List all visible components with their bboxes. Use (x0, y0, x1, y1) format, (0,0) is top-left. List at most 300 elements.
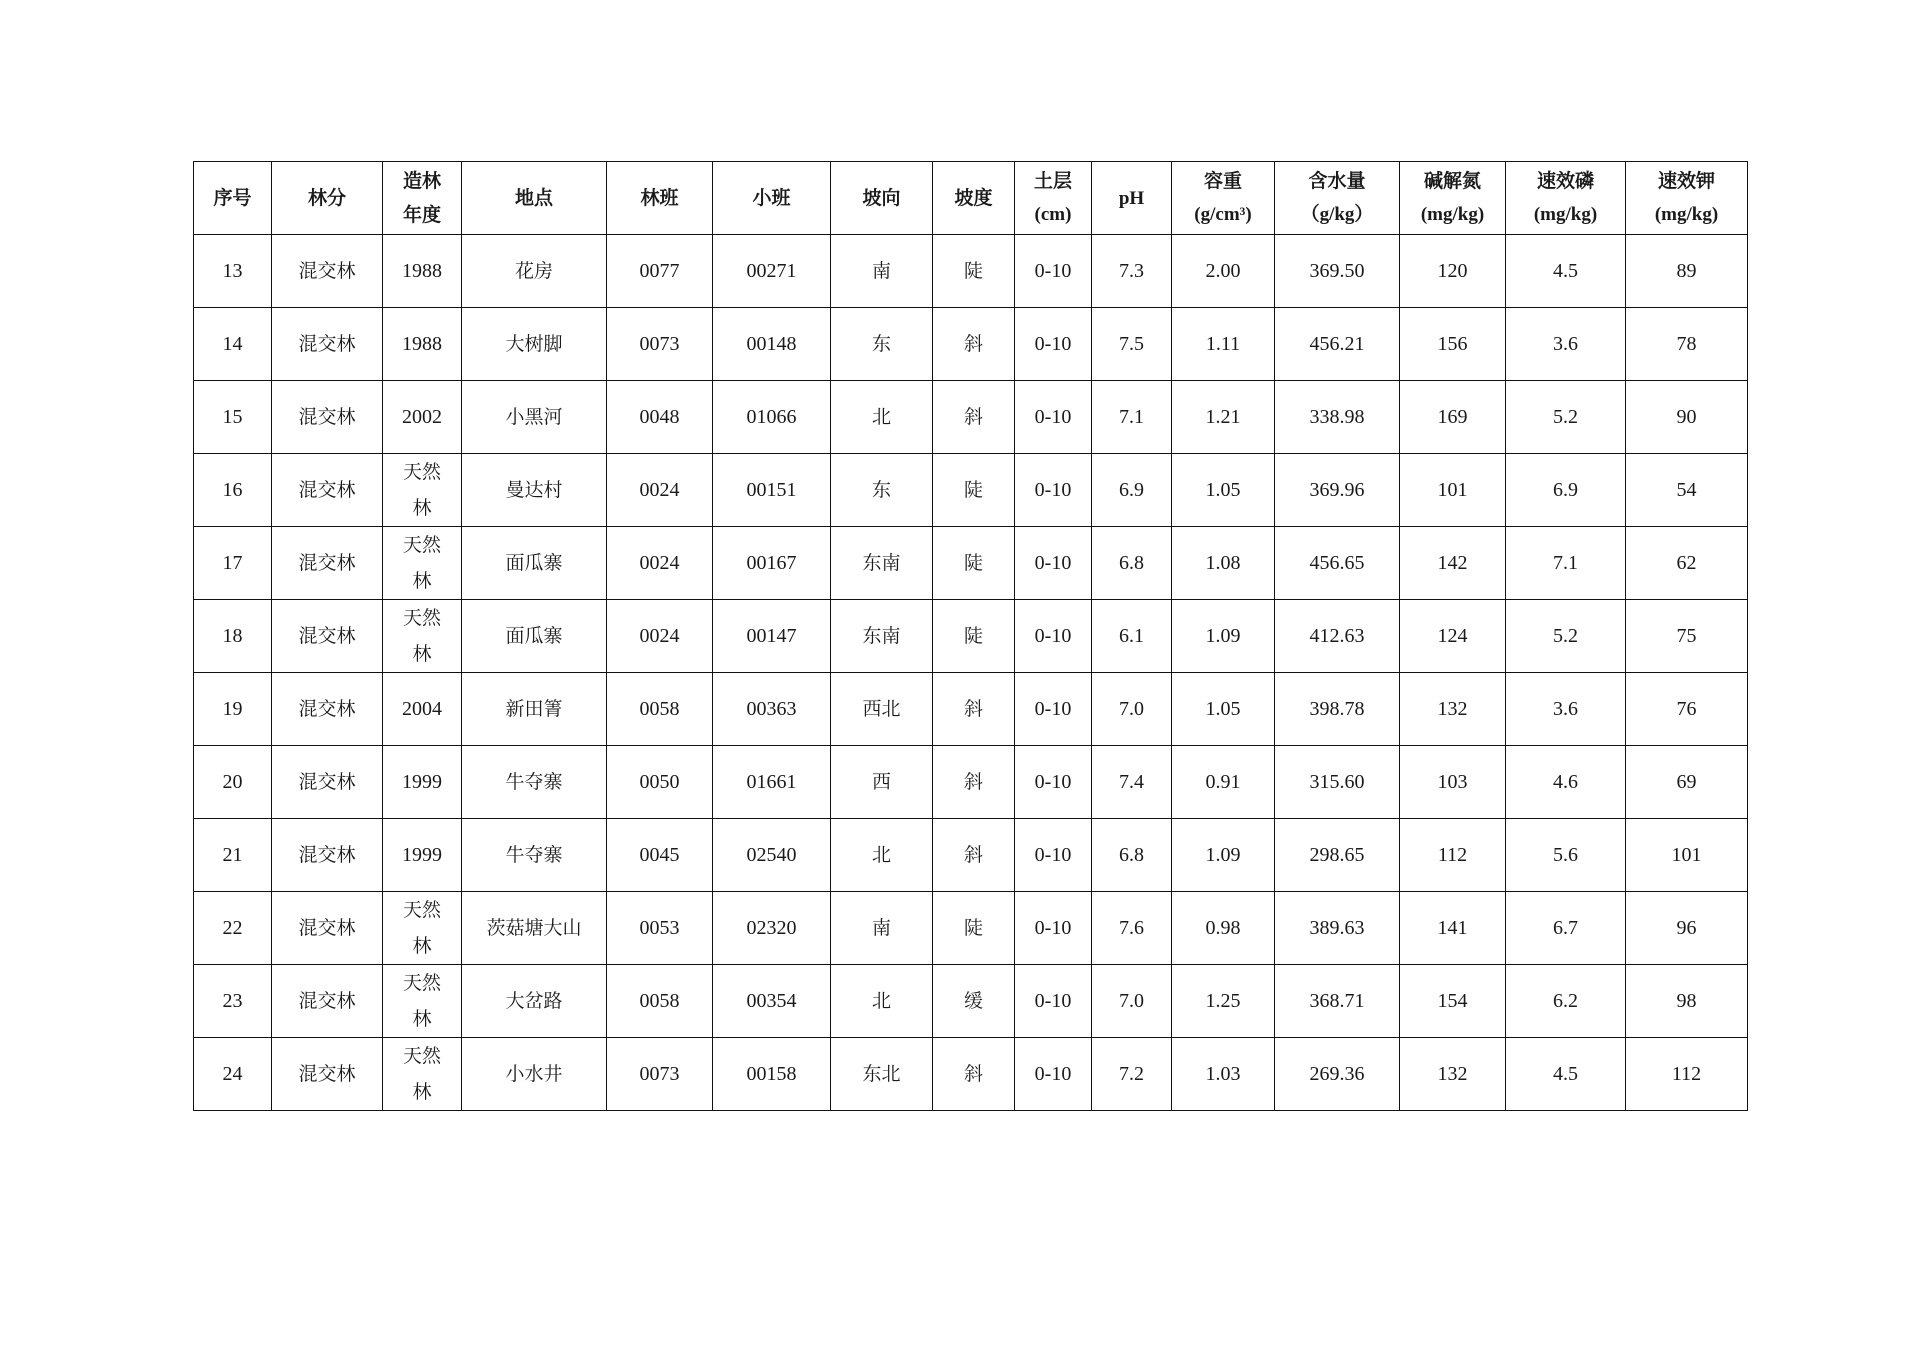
cell-slope (933, 381, 1015, 454)
cell-bulk-density-text: 1.25 (1205, 990, 1241, 1012)
cell-planting-year-text: 天然林 (402, 607, 441, 665)
cell-planting-year (383, 454, 462, 527)
header-cell-index: 序号 (194, 162, 272, 235)
cell-soil-depth-text: 0-10 (1034, 990, 1072, 1012)
cell-aspect-text: 南 (871, 260, 891, 282)
cell-available-k (1626, 819, 1748, 892)
cell-aspect-text: 南 (871, 917, 891, 939)
cell-compartment-text: 0024 (639, 625, 680, 647)
cell-stand-text: 混交林 (298, 406, 356, 428)
cell-subcompartment-text: 00354 (746, 990, 797, 1012)
cell-compartment-text: 0073 (639, 333, 680, 355)
cell-available-k-text: 98 (1676, 990, 1697, 1012)
cell-aspect (831, 454, 933, 527)
cell-available-p (1506, 454, 1626, 527)
soil-nutrient-table (193, 161, 1748, 1111)
cell-stand (272, 454, 383, 527)
cell-alkali-n (1400, 235, 1506, 308)
cell-location-text: 茨菇塘大山 (486, 917, 582, 939)
cell-available-k (1626, 965, 1748, 1038)
cell-aspect-text: 北 (871, 844, 891, 866)
cell-water-content (1275, 1038, 1400, 1111)
cell-water-content-text: 412.63 (1309, 625, 1365, 647)
cell-stand-text: 混交林 (298, 625, 356, 647)
cell-planting-year (383, 746, 462, 819)
cell-soil-depth (1015, 527, 1092, 600)
cell-index-text: 19 (222, 698, 243, 720)
cell-bulk-density (1172, 673, 1275, 746)
cell-index (194, 600, 272, 673)
cell-stand-text: 混交林 (298, 260, 356, 282)
cell-soil-depth-text: 0-10 (1034, 771, 1072, 793)
cell-bulk-density-text: 1.05 (1205, 698, 1241, 720)
table-row (194, 235, 1748, 308)
cell-alkali-n-text: 101 (1437, 479, 1468, 501)
cell-aspect (831, 892, 933, 965)
table-row (194, 308, 1748, 381)
cell-available-p-text: 6.9 (1553, 479, 1578, 501)
cell-aspect (831, 673, 933, 746)
cell-location (462, 1038, 607, 1111)
cell-bulk-density (1172, 1038, 1275, 1111)
cell-ph (1092, 965, 1172, 1038)
cell-available-p (1506, 673, 1626, 746)
cell-location-text: 面瓜寨 (505, 625, 563, 647)
cell-slope-text: 斜 (963, 771, 983, 793)
cell-location (462, 819, 607, 892)
cell-available-p (1506, 746, 1626, 819)
cell-stand (272, 381, 383, 454)
cell-water-content (1275, 746, 1400, 819)
cell-location-text: 新田箐 (505, 698, 563, 720)
cell-planting-year-text: 天然林 (402, 534, 441, 592)
cell-compartment (607, 600, 713, 673)
cell-subcompartment (713, 527, 831, 600)
cell-aspect (831, 746, 933, 819)
cell-ph (1092, 819, 1172, 892)
cell-soil-depth (1015, 746, 1092, 819)
cell-index-text: 18 (222, 625, 243, 647)
cell-bulk-density (1172, 454, 1275, 527)
cell-ph-text: 7.0 (1119, 990, 1144, 1012)
cell-ph (1092, 454, 1172, 527)
cell-planting-year (383, 819, 462, 892)
cell-available-k-text: 75 (1676, 625, 1697, 647)
cell-subcompartment-text: 01066 (746, 406, 797, 428)
cell-soil-depth-text: 0-10 (1034, 333, 1072, 355)
cell-planting-year (383, 381, 462, 454)
cell-available-p-text: 3.6 (1553, 333, 1578, 355)
table-row (194, 527, 1748, 600)
cell-compartment-text: 0045 (639, 844, 680, 866)
cell-available-p (1506, 892, 1626, 965)
cell-stand (272, 746, 383, 819)
cell-planting-year (383, 673, 462, 746)
cell-available-k-text: 78 (1676, 333, 1697, 355)
cell-stand-text: 混交林 (298, 333, 356, 355)
cell-bulk-density (1172, 235, 1275, 308)
header-cell-alkali-n: 碱解氮 (mg/kg) (1400, 162, 1506, 235)
cell-aspect (831, 381, 933, 454)
header-cell-location: 地点 (462, 162, 607, 235)
cell-available-k-text: 90 (1676, 406, 1697, 428)
cell-index (194, 965, 272, 1038)
cell-subcompartment (713, 819, 831, 892)
cell-available-k-text: 62 (1676, 552, 1697, 574)
cell-ph-text: 7.6 (1119, 917, 1144, 939)
cell-aspect (831, 235, 933, 308)
cell-stand-text: 混交林 (298, 479, 356, 501)
cell-index-text: 16 (222, 479, 243, 501)
cell-bulk-density (1172, 600, 1275, 673)
cell-bulk-density (1172, 381, 1275, 454)
cell-stand (272, 673, 383, 746)
cell-slope-text: 陡 (963, 552, 983, 574)
cell-alkali-n (1400, 892, 1506, 965)
cell-planting-year (383, 308, 462, 381)
cell-alkali-n (1400, 308, 1506, 381)
cell-location (462, 965, 607, 1038)
cell-stand-text: 混交林 (298, 552, 356, 574)
cell-available-p-text: 5.2 (1553, 406, 1578, 428)
table-row (194, 600, 1748, 673)
cell-ph-text: 6.1 (1119, 625, 1144, 647)
cell-water-content-text: 389.63 (1309, 917, 1365, 939)
cell-soil-depth (1015, 892, 1092, 965)
cell-water-content (1275, 965, 1400, 1038)
header-cell-aspect: 坡向 (831, 162, 933, 235)
cell-alkali-n (1400, 746, 1506, 819)
cell-subcompartment (713, 673, 831, 746)
header-cell-available-k: 速效钾 (mg/kg) (1626, 162, 1748, 235)
cell-slope-text: 斜 (963, 698, 983, 720)
cell-slope (933, 819, 1015, 892)
cell-planting-year-text: 天然林 (402, 899, 441, 957)
cell-slope (933, 308, 1015, 381)
cell-available-p (1506, 965, 1626, 1038)
cell-subcompartment-text: 00363 (746, 698, 797, 720)
header-cell-slope: 坡度 (933, 162, 1015, 235)
cell-alkali-n-text: 132 (1437, 1063, 1468, 1085)
table-row (194, 819, 1748, 892)
cell-aspect-text: 东南 (862, 552, 901, 574)
cell-bulk-density-text: 1.05 (1205, 479, 1241, 501)
cell-water-content-text: 338.98 (1309, 406, 1365, 428)
cell-planting-year (383, 1038, 462, 1111)
cell-compartment-text: 0077 (639, 260, 680, 282)
cell-slope-text: 缓 (963, 990, 983, 1012)
cell-compartment-text: 0050 (639, 771, 680, 793)
header-cell-available-p: 速效磷 (mg/kg) (1506, 162, 1626, 235)
cell-ph-text: 7.0 (1119, 698, 1144, 720)
cell-alkali-n-text: 132 (1437, 698, 1468, 720)
cell-compartment-text: 0058 (639, 698, 680, 720)
cell-water-content (1275, 819, 1400, 892)
cell-location (462, 527, 607, 600)
cell-bulk-density (1172, 527, 1275, 600)
cell-available-k-text: 69 (1676, 771, 1697, 793)
cell-available-k-text: 101 (1671, 844, 1702, 866)
cell-ph-text: 7.5 (1119, 333, 1144, 355)
cell-location-text: 面瓜寨 (505, 552, 563, 574)
cell-subcompartment-text: 00147 (746, 625, 797, 647)
cell-location-text: 牛夺寨 (505, 844, 563, 866)
cell-compartment-text: 0073 (639, 1063, 680, 1085)
cell-stand (272, 892, 383, 965)
cell-alkali-n-text: 169 (1437, 406, 1468, 428)
cell-stand (272, 819, 383, 892)
cell-aspect-text: 西 (871, 771, 891, 793)
header-cell-compartment: 林班 (607, 162, 713, 235)
cell-ph-text: 7.3 (1119, 260, 1144, 282)
cell-available-p-text: 4.5 (1553, 260, 1578, 282)
cell-location (462, 746, 607, 819)
cell-index-text: 21 (222, 844, 243, 866)
cell-location (462, 308, 607, 381)
cell-alkali-n-text: 124 (1437, 625, 1468, 647)
cell-index (194, 308, 272, 381)
cell-ph (1092, 892, 1172, 965)
cell-soil-depth (1015, 381, 1092, 454)
cell-available-p (1506, 819, 1626, 892)
cell-bulk-density-text: 1.09 (1205, 844, 1241, 866)
cell-ph-text: 6.8 (1119, 552, 1144, 574)
cell-slope-text: 斜 (963, 406, 983, 428)
cell-planting-year (383, 965, 462, 1038)
cell-index-text: 22 (222, 917, 243, 939)
cell-slope (933, 1038, 1015, 1111)
cell-available-p-text: 4.5 (1553, 1063, 1578, 1085)
cell-stand-text: 混交林 (298, 844, 356, 866)
cell-slope-text: 斜 (963, 844, 983, 866)
cell-slope (933, 965, 1015, 1038)
cell-available-k (1626, 673, 1748, 746)
cell-alkali-n (1400, 965, 1506, 1038)
cell-soil-depth (1015, 454, 1092, 527)
cell-ph (1092, 308, 1172, 381)
cell-planting-year-text: 天然林 (402, 461, 441, 519)
cell-soil-depth (1015, 1038, 1092, 1111)
header-cell-water-content: 含水量 （g/kg） (1275, 162, 1400, 235)
cell-compartment (607, 454, 713, 527)
cell-available-k (1626, 600, 1748, 673)
cell-available-k (1626, 381, 1748, 454)
cell-water-content (1275, 527, 1400, 600)
cell-subcompartment (713, 454, 831, 527)
cell-bulk-density-text: 1.08 (1205, 552, 1241, 574)
cell-index (194, 819, 272, 892)
cell-water-content (1275, 235, 1400, 308)
cell-aspect (831, 1038, 933, 1111)
cell-bulk-density (1172, 819, 1275, 892)
header-cell-planting-year: 造林 年度 (383, 162, 462, 235)
cell-available-p (1506, 600, 1626, 673)
cell-subcompartment-text: 01661 (746, 771, 797, 793)
cell-stand (272, 308, 383, 381)
table-row (194, 965, 1748, 1038)
cell-soil-depth (1015, 600, 1092, 673)
cell-alkali-n (1400, 527, 1506, 600)
cell-water-content-text: 269.36 (1309, 1063, 1365, 1085)
cell-index (194, 235, 272, 308)
cell-compartment (607, 965, 713, 1038)
cell-compartment-text: 0048 (639, 406, 680, 428)
cell-alkali-n-text: 141 (1437, 917, 1468, 939)
cell-water-content-text: 315.60 (1309, 771, 1365, 793)
cell-index (194, 892, 272, 965)
cell-bulk-density-text: 1.03 (1205, 1063, 1241, 1085)
cell-available-p (1506, 527, 1626, 600)
cell-water-content (1275, 673, 1400, 746)
cell-planting-year-text: 2002 (402, 406, 442, 428)
cell-planting-year-text: 1988 (402, 260, 442, 282)
cell-soil-depth (1015, 965, 1092, 1038)
cell-compartment (607, 1038, 713, 1111)
cell-compartment (607, 892, 713, 965)
cell-index-text: 23 (222, 990, 243, 1012)
cell-aspect-text: 北 (871, 406, 891, 428)
cell-slope (933, 454, 1015, 527)
cell-available-k (1626, 892, 1748, 965)
cell-subcompartment-text: 00148 (746, 333, 797, 355)
cell-subcompartment (713, 746, 831, 819)
cell-soil-depth-text: 0-10 (1034, 1063, 1072, 1085)
cell-available-p-text: 6.7 (1553, 917, 1578, 939)
cell-subcompartment-text: 00151 (746, 479, 797, 501)
cell-soil-depth (1015, 819, 1092, 892)
cell-alkali-n-text: 112 (1437, 844, 1468, 866)
table-row (194, 1038, 1748, 1111)
cell-alkali-n (1400, 600, 1506, 673)
cell-water-content (1275, 600, 1400, 673)
cell-water-content (1275, 381, 1400, 454)
cell-available-k-text: 112 (1671, 1063, 1702, 1085)
table-header-row (194, 162, 1748, 235)
cell-compartment (607, 819, 713, 892)
cell-available-p (1506, 235, 1626, 308)
cell-stand (272, 527, 383, 600)
cell-subcompartment-text: 00158 (746, 1063, 797, 1085)
cell-location-text: 小水井 (505, 1063, 563, 1085)
cell-subcompartment-text: 00271 (746, 260, 797, 282)
cell-planting-year-text: 天然林 (402, 972, 441, 1030)
table-row (194, 673, 1748, 746)
cell-water-content (1275, 454, 1400, 527)
cell-water-content-text: 456.65 (1309, 552, 1365, 574)
cell-subcompartment-text: 02320 (746, 917, 797, 939)
cell-index-text: 14 (222, 333, 243, 355)
table-row (194, 381, 1748, 454)
header-cell-ph: pH (1092, 162, 1172, 235)
cell-location (462, 673, 607, 746)
cell-available-p-text: 6.2 (1553, 990, 1578, 1012)
cell-location-text: 牛夺寨 (505, 771, 563, 793)
cell-bulk-density (1172, 746, 1275, 819)
cell-subcompartment (713, 308, 831, 381)
cell-index-text: 13 (222, 260, 243, 282)
cell-compartment (607, 308, 713, 381)
cell-water-content (1275, 308, 1400, 381)
cell-available-p-text: 7.1 (1553, 552, 1578, 574)
cell-location-text: 大岔路 (505, 990, 563, 1012)
cell-available-k-text: 76 (1676, 698, 1697, 720)
cell-location-text: 小黑河 (505, 406, 563, 428)
cell-slope-text: 陡 (963, 260, 983, 282)
cell-bulk-density-text: 1.09 (1205, 625, 1241, 647)
cell-slope-text: 斜 (963, 333, 983, 355)
cell-slope (933, 527, 1015, 600)
cell-bulk-density (1172, 308, 1275, 381)
cell-stand-text: 混交林 (298, 917, 356, 939)
cell-compartment (607, 235, 713, 308)
cell-ph (1092, 746, 1172, 819)
cell-subcompartment (713, 600, 831, 673)
cell-index-text: 20 (222, 771, 243, 793)
cell-slope (933, 673, 1015, 746)
cell-subcompartment (713, 892, 831, 965)
cell-available-p-text: 4.6 (1553, 771, 1578, 793)
cell-index (194, 527, 272, 600)
cell-index-text: 24 (222, 1063, 243, 1085)
cell-slope-text: 陡 (963, 479, 983, 501)
cell-soil-depth-text: 0-10 (1034, 260, 1072, 282)
cell-bulk-density-text: 2.00 (1205, 260, 1241, 282)
cell-soil-depth-text: 0-10 (1034, 844, 1072, 866)
cell-soil-depth-text: 0-10 (1034, 552, 1072, 574)
table-row (194, 892, 1748, 965)
cell-available-p (1506, 1038, 1626, 1111)
cell-aspect-text: 东南 (862, 625, 901, 647)
cell-soil-depth (1015, 673, 1092, 746)
cell-soil-depth-text: 0-10 (1034, 625, 1072, 647)
cell-subcompartment (713, 965, 831, 1038)
cell-location (462, 600, 607, 673)
cell-slope (933, 235, 1015, 308)
cell-available-k-text: 89 (1676, 260, 1697, 282)
cell-planting-year (383, 600, 462, 673)
cell-ph-text: 6.8 (1119, 844, 1144, 866)
cell-soil-depth (1015, 308, 1092, 381)
cell-index (194, 381, 272, 454)
cell-aspect-text: 东 (871, 479, 891, 501)
cell-bulk-density-text: 1.11 (1205, 333, 1241, 355)
cell-alkali-n (1400, 381, 1506, 454)
cell-planting-year-text: 1999 (402, 771, 442, 793)
cell-water-content-text: 298.65 (1309, 844, 1365, 866)
cell-available-p-text: 5.6 (1553, 844, 1578, 866)
cell-soil-depth (1015, 235, 1092, 308)
cell-water-content-text: 456.21 (1309, 333, 1365, 355)
cell-available-p (1506, 381, 1626, 454)
cell-bulk-density (1172, 892, 1275, 965)
cell-ph-text: 7.1 (1119, 406, 1144, 428)
cell-planting-year (383, 892, 462, 965)
cell-available-k-text: 96 (1676, 917, 1697, 939)
cell-compartment (607, 673, 713, 746)
header-cell-stand: 林分 (272, 162, 383, 235)
cell-stand (272, 600, 383, 673)
cell-alkali-n (1400, 819, 1506, 892)
cell-aspect (831, 819, 933, 892)
cell-available-p-text: 5.2 (1553, 625, 1578, 647)
cell-water-content-text: 369.50 (1309, 260, 1365, 282)
cell-compartment-text: 0053 (639, 917, 680, 939)
cell-available-k (1626, 235, 1748, 308)
cell-compartment-text: 0058 (639, 990, 680, 1012)
cell-alkali-n-text: 154 (1437, 990, 1468, 1012)
cell-ph (1092, 235, 1172, 308)
cell-ph-text: 7.2 (1119, 1063, 1144, 1085)
